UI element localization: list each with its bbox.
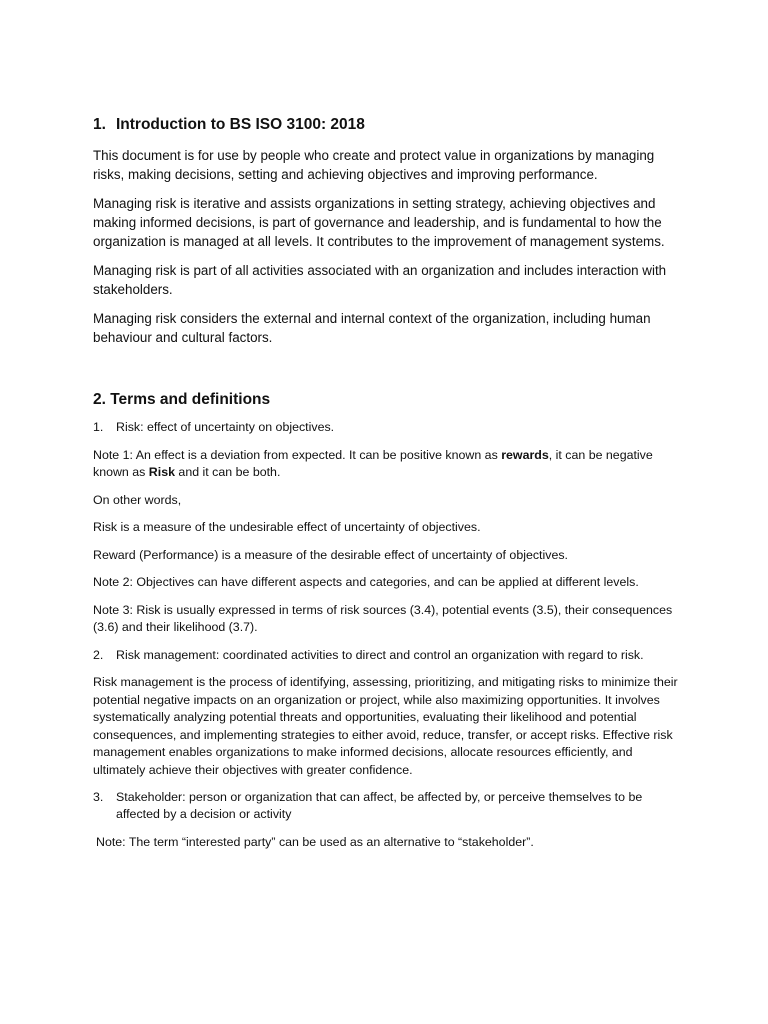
stakeholder-note: Note: The term “interested party” can be used as an alternative to “stakeholder”. — [96, 834, 534, 849]
reward-measure-text: Reward (Performance) is a measure of the desirable effect of uncertainty of objectives. — [93, 547, 568, 562]
other-words-text: On other words, — [93, 492, 182, 507]
intro-paragraph-1: This document is for use by people who create and protect value in organizations by managing risks, making decisions, setting and achieving objectives and improving performance. — [93, 148, 655, 182]
intro-paragraph-4: Managing risk considers the external and internal context of the organization, including human behaviour and cultural factors. — [93, 311, 651, 345]
section-1-heading — [93, 116, 683, 134]
definition-item-risk-management — [93, 647, 683, 665]
list-number: 1. — [93, 420, 104, 434]
list-text: Stakeholder: person or organization that can affect, be affected by, or perceive themselves to be affected by a decision or activity — [116, 789, 643, 822]
note-1-bold-rewards: rewards — [501, 447, 549, 462]
list-number: 3. — [93, 789, 104, 804]
note-1-bold-risk: Risk — [148, 465, 175, 479]
section-spacer — [93, 357, 683, 391]
note-1-text-b: , it can be negative known as — [93, 447, 653, 479]
intro-paragraph-2: Managing risk is iterative and assists organizations in setting strategy, achieving objectives and making informed decisions, is part of governance and leadership, and is fundamental to how the organization is managed at all levels. It contributes to the improvement of management systems. — [93, 196, 665, 249]
note-1 — [93, 447, 683, 482]
note-1-text-c: and it can be both. — [174, 465, 281, 479]
list-text: Risk: effect of uncertainty on objectives. — [116, 420, 335, 434]
definition-item-risk — [93, 419, 683, 437]
definition-item-stakeholder — [93, 789, 683, 824]
risk-measure-text: Risk is a measure of the undesirable effect of uncertainty of objectives. — [93, 520, 481, 534]
section-1-title: Introduction to BS ISO 3100: 2018 — [116, 116, 365, 133]
section-2-heading: 2. Terms and definitions — [93, 391, 271, 408]
note-1-text-a: Note 1: An effect is a deviation from expected. It can be positive known as — [93, 447, 502, 462]
note-3: Note 3: Risk is usually expressed in terms of risk sources (3.4), potential events (3.5), their consequences (3.6) and their likelihood (3.7). — [93, 602, 673, 634]
note-2: Note 2: Objectives can have different aspects and categories, and can be applied at different levels. — [93, 575, 639, 589]
list-text: Risk management: coordinated activities to direct and control an organization with regard to risk. — [116, 647, 644, 662]
list-number: 2. — [93, 647, 104, 662]
intro-paragraph-3: Managing risk is part of all activities associated with an organization and includes interaction with stakeholders. — [93, 263, 667, 297]
document-body — [93, 116, 683, 861]
section-1-number: 1. — [93, 116, 106, 133]
risk-management-paragraph: Risk management is the process of identifying, assessing, prioritizing, and mitigating risks to minimize their potential negative impacts on an organization or project, while also maximizing opportunities. It involves systematically analyzing potential threats and opportunities, evaluating their likelihood and potential consequences, and implementing strategies to either avoid, reduce, transfer, or accept risks. Effective risk management enables organizations to make informed decisions, allocate resources efficiently, and ultimately achieve their objectives with greater confidence. — [93, 675, 678, 777]
